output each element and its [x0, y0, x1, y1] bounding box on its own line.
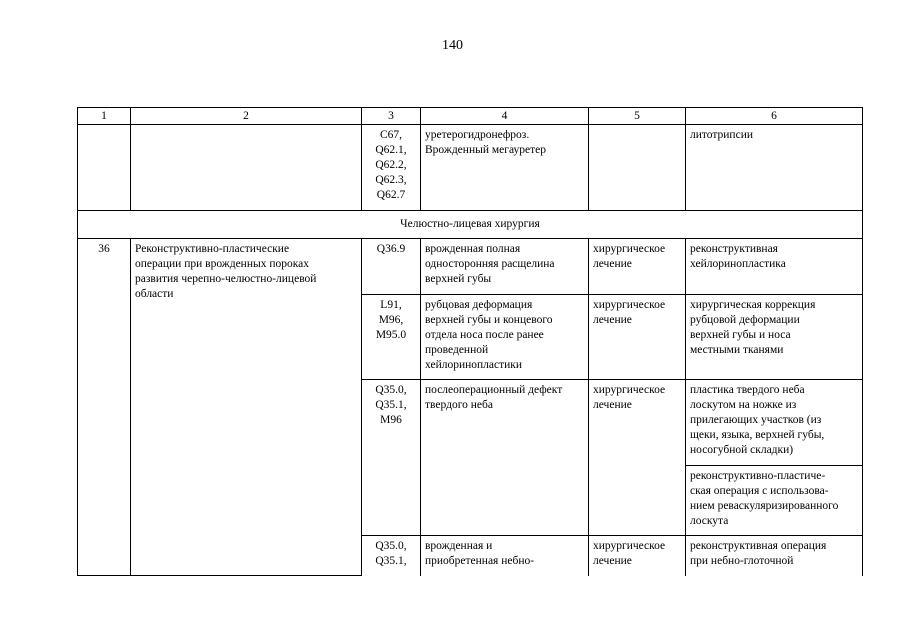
line: Q35.1,	[375, 399, 407, 411]
method-cell	[686, 380, 863, 466]
treatment-cell	[589, 125, 686, 211]
treatment-cell	[589, 380, 686, 536]
codes-cell	[362, 125, 421, 211]
line: литотрипсии	[690, 129, 754, 141]
column-header: 1	[78, 108, 131, 125]
method-cell	[686, 536, 863, 576]
line: Q62.2,	[375, 159, 407, 171]
line: хирургическое	[593, 243, 666, 255]
line: при небно-глоточной	[690, 555, 794, 567]
treatment-cell	[589, 536, 686, 576]
table-row	[78, 125, 863, 211]
line: области	[135, 288, 174, 300]
line: M96,	[378, 314, 404, 326]
line: нием реваскуляризированного	[690, 500, 839, 512]
line: местными тканями	[690, 344, 784, 356]
section-row	[78, 211, 863, 239]
codes-cell	[362, 239, 421, 295]
line: прилегающих участков (из	[690, 414, 822, 426]
model-cell	[421, 536, 589, 576]
line: отдела носа после ранее	[425, 329, 544, 341]
line: послеоперационный дефект	[425, 384, 563, 396]
treatment-cell	[589, 239, 686, 295]
model-cell	[421, 239, 589, 295]
table-header-row	[78, 108, 863, 125]
line: лечение	[593, 555, 632, 567]
method-cell	[686, 295, 863, 380]
line: операции при врожденных пороках	[135, 258, 310, 270]
treatment-cell	[589, 295, 686, 380]
line: приобретенная небно-	[425, 555, 535, 567]
line: хирургическое	[593, 540, 666, 552]
page-number: 140	[442, 38, 463, 53]
column-header: 2	[131, 108, 362, 125]
column-header: 3	[362, 108, 421, 125]
line: твердого неба	[425, 399, 493, 411]
line: верхней губы и концевого	[425, 314, 553, 326]
line: Реконструктивно-пластические	[135, 243, 290, 255]
line: Q36.9	[376, 243, 406, 255]
method-cell	[686, 239, 863, 295]
line: ская операция с использова-	[690, 485, 829, 497]
line: Q62.3,	[375, 174, 407, 186]
line: реконструктивная	[690, 243, 778, 255]
line: пластика твердого неба	[690, 384, 805, 396]
group-name	[131, 239, 362, 576]
name-cell	[131, 125, 362, 211]
model-cell	[421, 380, 589, 536]
line: Q35.0,	[375, 384, 407, 396]
line: M96	[380, 414, 402, 426]
line: Q62.7	[376, 189, 406, 201]
line: лечение	[593, 258, 632, 270]
medical-care-table	[77, 107, 863, 576]
line: хирургическое	[593, 384, 666, 396]
line: C67,	[379, 129, 403, 141]
line: M95.0	[375, 329, 407, 341]
line: реконструктивно-пластиче-	[690, 470, 826, 482]
column-header: 4	[421, 108, 589, 125]
line: верхней губы и носа	[690, 329, 791, 341]
codes-cell	[362, 380, 421, 536]
line: хейлоринопластика	[690, 258, 786, 270]
method-cell	[686, 125, 863, 211]
table-row	[78, 239, 863, 295]
group-number: 36	[78, 239, 131, 576]
line: Q35.0,	[375, 540, 407, 552]
line: рубцовая деформация	[425, 299, 533, 311]
line: Q35.1,	[375, 555, 407, 567]
line: хирургическое	[593, 299, 666, 311]
line: уретерогидронефроз.	[425, 129, 530, 141]
line: лечение	[593, 314, 632, 326]
line: хирургическая коррекция	[690, 299, 816, 311]
line: лоскутом на ножке из	[690, 399, 797, 411]
line: носогубной складки)	[690, 444, 794, 456]
section-title: Челюстно-лицевая хирургия	[78, 211, 863, 239]
model-cell	[421, 295, 589, 380]
model-cell	[421, 125, 589, 211]
line: Q62.1,	[375, 144, 407, 156]
line: односторонняя расщелина	[425, 258, 555, 270]
number-cell	[78, 125, 131, 211]
line: Врожденный мегауретер	[425, 144, 546, 156]
line: щеки, языка, верхней губы,	[690, 429, 825, 441]
line: реконструктивная операция	[690, 540, 827, 552]
line: L91,	[380, 299, 402, 311]
column-header: 6	[686, 108, 863, 125]
line: хейлоринопластики	[425, 359, 523, 371]
line: лоскута	[690, 515, 729, 527]
line: рубцовой деформации	[690, 314, 800, 326]
line: проведенной	[425, 344, 489, 356]
codes-cell	[362, 295, 421, 380]
column-header: 5	[589, 108, 686, 125]
method-cell	[686, 466, 863, 536]
line: развития черепно-челюстно-лицевой	[135, 273, 317, 285]
line: лечение	[593, 399, 632, 411]
line: врожденная и	[425, 540, 493, 552]
line: верхней губы	[425, 273, 492, 285]
line: врожденная полная	[425, 243, 521, 255]
codes-cell	[362, 536, 421, 576]
